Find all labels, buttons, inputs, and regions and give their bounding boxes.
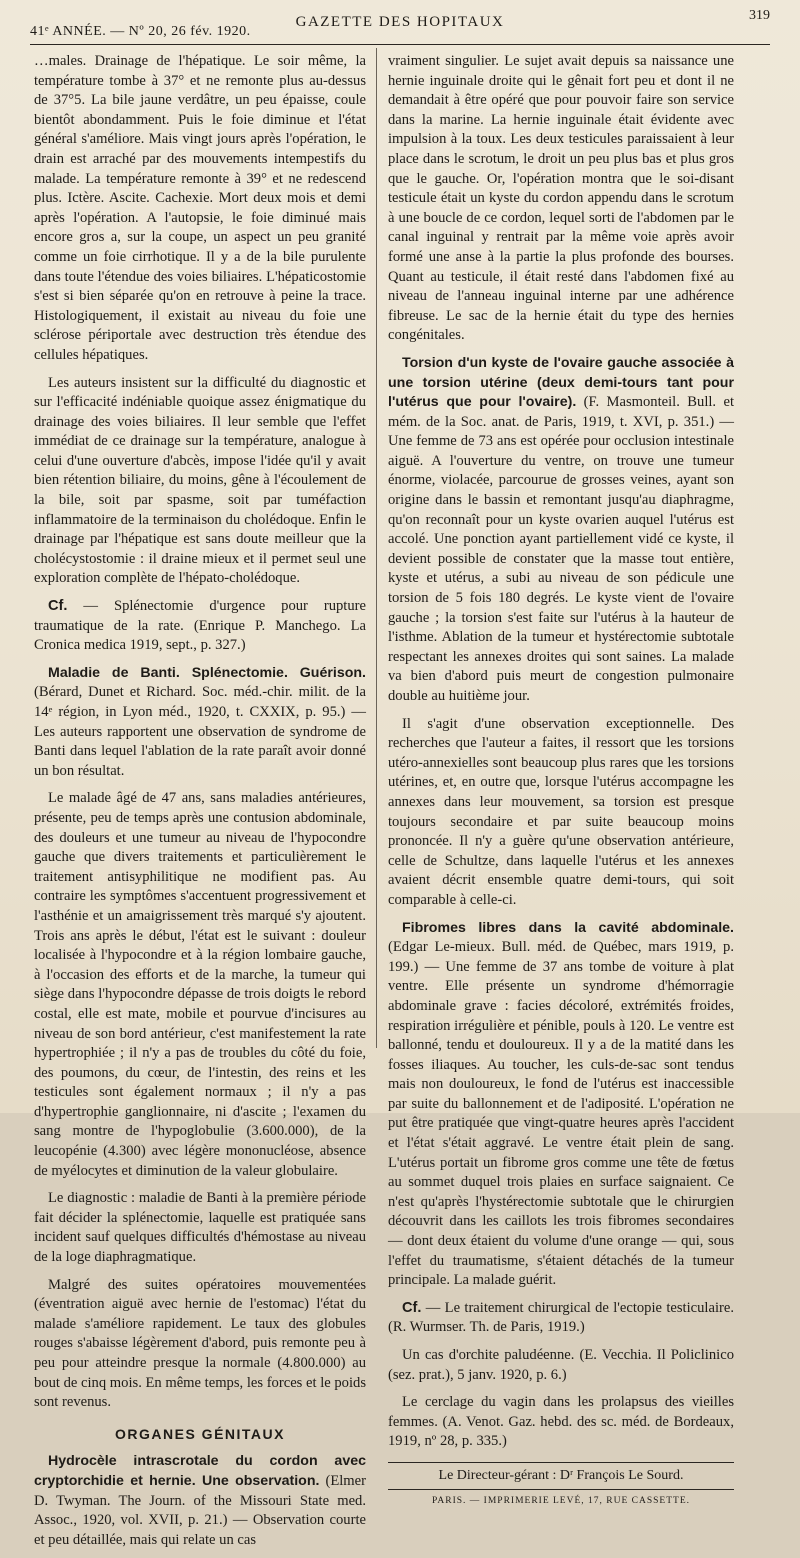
cf-label: Cf. [48, 598, 68, 615]
paragraph: Malgré des suites opératoires mouvementées (éventration aiguë avec hernie de l'estomac) l'état du malade s'améliore rapidement. Le taux des globules rouges s'abaisse légèrement d'abord, puis remonte peu à peu pour atteindre presque la normale (4.800.000) au bout de cinq mois. En même temps, les forces et le poids sont revenus. [34, 1276, 366, 1411]
article-title: Hydrocèle intrascrotale du cordon avec cryptorchidie et hernie. Une observation. [34, 1453, 366, 1489]
left-column [34, 52, 366, 1558]
article-entry [388, 919, 734, 1291]
article-entry [34, 1452, 366, 1550]
cf-label: Cf. [402, 1299, 422, 1316]
footer-rule [388, 1462, 734, 1463]
paragraph: Les auteurs insistent sur la difficulté du diagnostic et sur l'efficacité indéniable quoique assez énigmatique du drainage des voies biliaires. Il leur semble que l'effet immédiat de ce drainage sur la température, analogue à celui d'une ouverture d'abcès, impose l'idée qu'il y avait bien rétention biliaire, du moins, gêne à l'écoulement de la bile, soit par spasme, soit par tuméfaction inflammatoire de la terminaison du cholédoque. Enfin le drainage par l'hépatique est sans doute meilleur que la cholécystostomie : il draine mieux et il permet seul une exploration complète de l'hépato-cholédoque. [34, 374, 366, 587]
article-title: Torsion d'un kyste de l'ovaire gauche associée à une torsion utérine (deux demi-tours tant pour l'utérus que pour l'ovaire). [388, 354, 734, 411]
article-reference: (Edgar Le-mieux. Bull. méd. de Québec, mars 1919, p. 199.) — Une femme de 37 ans tombe de voiture à plat ventre. Elle présente un syndrome d'hémorragie abdominale grave : facies décoloré, extrémités froides, respiration irrégulière et pénible, pouls à 120. Le ventre est ballonné, tendu et douloureux. Il y a de la matité dans les fosses iliaques. Au toucher, les culs-de-sac sont tendus mais non douloureux, le fond de l'utérus est inaccessible par suite du ballonnement et de l'adiposité. L'opération ne put être pratiquée que vingt-quatre heures après l'accident et l'état s'était aggravé. Le ventre était plein de sang. L'utérus portait un fibrome gros comme une tête de fœtus au sommet duquel trois plaies en surface saignaient. Ce n'est qu'après l'hystérectomie subtotale que le chirurgien découvrit dans les caillots les trois fibromes secondaires — dont deux étaient du volume d'une orange — qui, sous l'effet du traumatisme, s'étaient détachés de la tumeur principale. La malade guérit. [388, 939, 734, 1289]
article-entry [388, 354, 734, 707]
cf-text: — Splénectomie d'urgence pour rupture traumatique de la rate. (Enrique P. Manchego. La Cronica medica 1919, sept., p. 327.) [34, 598, 366, 654]
footer-rule [388, 1489, 734, 1490]
printer-imprint: PARIS. — IMPRIMERIE LEVÉ, 17, RUE CASSETTE. [432, 1495, 690, 1506]
journal-title: GAZETTE DES HOPITAUX [295, 14, 505, 30]
issue-info: 41ᵉ ANNÉE. — Nº 20, 26 fév. 1920. [30, 24, 251, 39]
article-reference: (Elmer D. Twyman. The Journ. of the Missouri State med. Assoc., 1920, vol. XVII, p. 21.) — Observation courte et peu détaillée, mais qui relate un cas [34, 1472, 366, 1548]
paragraph: Le diagnostic : maladie de Banti à la première période fait décider la splénectomie, laquelle est pratiquée sans incident sauf quelques difficultés d'hémostase au niveau de la loge diaphragmatique. [34, 1190, 366, 1266]
article-reference: (Bérard, Dunet et Richard. Soc. méd.-chir. milit. de la 14ᵉ région, in Lyon méd., 1920, t. CXXIX, p. 95.) — Les auteurs rapportent une observation de syndrome de Banti dans lequel l'ablation de la rate paraît avoir donné un bon résultat. [34, 684, 366, 779]
cf-text: — Le traitement chirurgical de l'ectopie testiculaire. (R. Wurmser. Th. de Paris, 1919.) [388, 1299, 734, 1336]
paragraph: Le malade âgé de 47 ans, sans maladies antérieures, présente, peu de temps après une contusion abdominale, des douleurs et une tumeur au niveau de l'hypocondre gauche que divers traitements et particulièrement le traitement antisyphilitique ne modifient pas. Au contraire les symptômes s'accentuent progressivement et l'asthénie et un amaigrissement très marqué s'y ajoutent. Trois ans après le début, l'état est le suivant : douleur localisée à l'hypocondre et à la région lombaire gauche, à l'occasion des efforts et de la marche, la tumeur qui siège dans l'hypocondre dépasse de trois doigts le rebord costal, elle est mate, mobile et pourvue d'incisures au niveau de son bord antérieur, c'est manifestement la rate hypertrophiée ; il n'y a pas de troubles du côté du foie, des poumons, du cœur, de l'intestin, des reins et les testicules sont également normaux ; il n'y a pas d'hypertrophie ganglionnaire, ni d'ascite ; l'examen du sang montre de l'hypoglobulie (3.600.000), de la leucopénie (4.300) avec légère mononucléose, absence de myélocytes et diminution de la valeur globulaire. [34, 790, 366, 1179]
article-reference: (F. Masmonteil. Bull. et mém. de la Soc. anat. de Paris, 1919, t. XVI, p. 351.) — Une femme de 73 ans est opérée pour occlusion intestinale aiguë. A l'ouverture du ventre, on trouve une tumeur énorme, violacée, parcourue de grosses veines, ayant son origine dans le bassin et remontant jusqu'au diaphragme, qu'on reconnaît pour un kyste ovarien auquel l'utérus est accolé. Une ponction ayant partiellement vidé ce kyste, il devient possible de constater que la masse tout entière, kyste et utérus, a subi au niveau de son pédicule une torsion de 5 fois 180 degrés. Le kyste vient de l'ovaire gauche ; la torsion s'est faite sur l'utérus à la hauteur de l'isthme. Ablation de la tumeur et hystérectomie subtotale respectant les annexes droites qui sont saines. La malade va bien d'abord puis meurt de congestion pulmonaire double au huitième jour. [388, 394, 734, 704]
page-number: 319 [749, 8, 770, 23]
paragraph: vraiment singulier. Le sujet avait depuis sa naissance une hernie inguinale droite qui le gênait fort peu et dont il ne demandait à être opéré que pour pouvoir faire son service dans la marine. La hernie inguinale était évidente avec impulsion à la toux. Les deux testicules paraissaient à leur place dans le scrotum, le droit un peu plus bas et plus gros que le gauche. Or, l'opération montra que le soi-disant testicule était un kyste du cordon appendu dans le scrotum à une boucle de ce cordon, lequel sorti de l'abdomen par le canal inguinal y rentrait par la même voie après avoir formé une anse à la partie la plus profonde des bourses. Quant au testicule, il était resté dans l'abdomen fixé au niveau de l'anneau inguinal interne par une adhérence fibreuse. Le sac de la hernie était du type des hernies congénitales. [388, 53, 734, 344]
section-heading: ORGANES GÉNITAUX [115, 1425, 285, 1442]
page-header [30, 4, 770, 45]
paragraph: Un cas d'orchite paludéenne. (E. Vecchia. Il Policlinico (sez. prat.), 5 janv. 1920, p. 6.) [388, 1347, 734, 1383]
director-signature: Le Directeur-gérant : Dʳ François Le Sourd. [438, 1467, 684, 1483]
column-divider [376, 48, 377, 1048]
cf-note [34, 597, 366, 656]
article-title: Maladie de Banti. Splénectomie. Guérison. [48, 664, 366, 681]
right-column [388, 52, 734, 1511]
paragraph: …males. Drainage de l'hépatique. Le soir même, la température tombe à 37° et ne remonte plus au-dessus de 37°5. La bile jaune verdâtre, un peu épaisse, coule bientôt abondamment. Puis le foie diminue et l'état général s'améliore. Mais vingt jours après l'opération, le drain est arraché par des mouvements intempestifs du malade. La température remonte à 39° et ne redescend plus. Ictère. Ascite. Cachexie. Mort deux mois et demi après l'opération. A l'autopsie, le foie diminué mais encore gros a, sur la coupe, un aspect un peu granité comme un foie cirrhotique. Il y a de la bile purulente dans toute l'étendue des voies biliaires. L'hépaticostomie s'est si bien séparée qu'on en retrouve à peine la trace. Histologiquement, il existait au niveau du foie une sclérose périportale avec destruction très étendue des cellules hépatiques. [34, 53, 366, 363]
article-entry [34, 664, 366, 782]
article-title: Fibromes libres dans la cavité abdominale. [402, 919, 734, 936]
paragraph: Le cerclage du vagin dans les prolapsus des vieilles femmes. (A. Venot. Gaz. hebd. des sc. méd. de Bordeaux, 1919, nº 28, p. 335.) [388, 1394, 734, 1450]
cf-note [388, 1299, 734, 1338]
paragraph: Il s'agit d'une observation exceptionnelle. Des recherches que l'auteur a faites, il ressort que les torsions utéro-annexielles sont beaucoup plus rares que les torsions utérines, et, en outre que, lorsque l'utérus accompagne les annexes dans leur mouvement, sa torsion est presque toujours secondaire et par suite beaucoup moins prononcée. Il n'y a guère qu'une observation antérieure, celle de Schultze, dans laquelle l'utérus et les annexes avaient décrit ensemble quatre demi-tours, qui soit comparable à celle-ci. [388, 715, 734, 908]
